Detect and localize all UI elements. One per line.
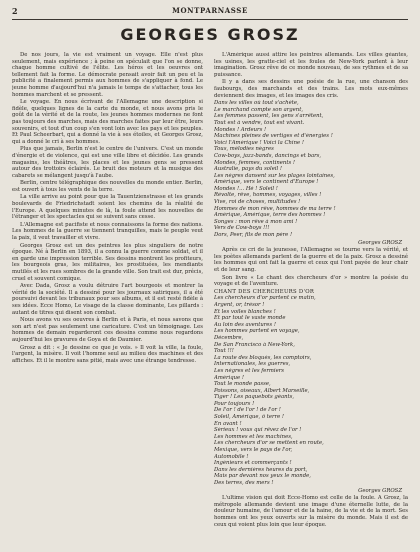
article-title: GEORGES GROSZ [120, 25, 300, 44]
poem-line: Le marchand compte son argent, [214, 106, 304, 113]
poem-line: Vive, roi de choses, multitudes ! [214, 199, 301, 206]
paragraph: Après ce cri de la jeunesse, l'Allemagne se tourne vers la vérité, et les poètes allemands parlent de la guerre et de la paix. Grosz a dessiné les hommes qui ont fait la guerre et ceux qui l'ont payée de leur chair et de leur sang. [214, 247, 408, 273]
poem-line: De San Francisco à New-York, [214, 341, 295, 348]
poem-line: Les nègres et les fermiers [214, 367, 284, 374]
paragraph: L'Amérique aussi attire les peintres allemands. Les villes géantes, les usines, les gratte-ciel et les foules de New-York parlent à leur imagination. Grosz rêve de ce monde nouveau, de ses rythmes et de sa puissance. [214, 52, 408, 78]
poem-line: Les hommes et les machines, [214, 433, 293, 440]
poem-line: Argent, or, trésor ! [214, 301, 265, 308]
paragraph: Avec Dada, Grosz a voulu détruire l'art bourgeois et montrer la vérité de la société. Il a dessiné pour les journaux satiriques, il a été poursuivi devant les tribunaux pour ses albums, et il est resté fidèle à ses idées. Ecce Homo, Le visage de la classe dominante, Les pillards : autant de titres qui disent son combat. [12, 283, 203, 316]
poem-line: Tout le monde passe, [214, 381, 271, 388]
poem-line: Amérique, Amérique, terre des hommes ! [214, 212, 326, 219]
poem-line: Mondes ! Ardeurs ! [214, 126, 267, 133]
poem-line: Hommes de mon rêve, hommes de ma terre ! [214, 205, 336, 212]
poem-line: Tiger ! Les paquebots géants, [214, 394, 295, 401]
author-signature: Georges GROSZ [358, 487, 402, 494]
poem-line: Mexique, vers le pays de l'or, [214, 447, 293, 454]
poem-line: Au loin des aventures ! [214, 321, 276, 328]
paragraph: Nous avons vu ses oeuvres à Berlin et à Paris, et nous savons que son art n'est pas seulement une caricature. C'est un témoignage. Les hommes de demain regarderont ces dessins comme nous regardons aujourd'hui les gravures de Goya et de Daumier. [12, 317, 203, 343]
page-number: 2 [12, 6, 18, 16]
poem-line: Tous, mélodies nègres [214, 146, 274, 153]
poem-line: Mondes !... Hé ! Soleil ! [214, 185, 278, 192]
poem-three [214, 289, 408, 487]
poem-line: Automobile ! [214, 453, 249, 460]
paragraph: La ville arrive au point pour que la Tauentzienstrasse et les grands boulevards de Friedrichstadt soient les chemins de la réalité de l'Europe. A quelques minutes de là, la foule attend les nouvelles de l'étranger et les spectacles qui se suivent sans cesse. [12, 194, 203, 221]
poem-line: Ingénieurs et commerçants ! [214, 460, 292, 467]
poem-line: Voici l'Amérique ! Voici la Chine ! [214, 139, 304, 146]
poem-line: Dans les dernières heures du port, [214, 466, 308, 473]
paragraph: Plus que jamais, Berlin n'est le centre de l'univers. C'est un monde d'énergie et de violence, qui est une ville libre et décidée. Les grands magasins, les théâtres, les places et les jeunes gens se pressent autour des trottoirs éclairés. Le bruit des moteurs et la musique des cabarets se mélangent jusqu'à l'aube. [12, 146, 203, 179]
paragraph: Berlin, centre télégraphique des nouvelles du monde entier. Berlin, est ouvert à tous les vents de la terre. [12, 180, 203, 193]
poem-line: Les femmes passent, les gens s'arrêtent, [214, 113, 324, 120]
poem-line: Tout est à vendre, tout est vivant. [214, 119, 305, 126]
poem-line: Les chercheurs d'or partent ce matin, [214, 295, 316, 302]
poem-one [214, 100, 408, 199]
paragraph: Son livre « Le chant des chercheurs d'or » montre la poésie du voyage et de l'aventure. [214, 274, 408, 288]
left-column [12, 52, 203, 546]
header-rule [12, 19, 408, 20]
poem-line: Mais par devant nos yeux le monde, [214, 473, 311, 480]
poem-line: Poissons, oiseaux, Albert Marseille, [214, 387, 310, 394]
poem-line: Tout !!! [214, 348, 234, 355]
poem-line: Songes : mon rêve à mon ami ! [214, 218, 298, 225]
poem-title: CHANT DES CHERCHEURS D'OR [214, 288, 315, 295]
poem-line: Internationales, les guerres, [214, 361, 291, 368]
poem-line: Et par tout le vaste monde [214, 315, 286, 322]
poem-line: Mondes, femmes, continents ! [214, 159, 296, 166]
poem-line: Révolte, rêve, hommes, voyages, villes ! [214, 192, 322, 199]
paragraph: De nos jours, la vie est vraiment un voyage. Elle n'est plus seulement, mais expérience ; à peine on spéculait que l'on se donne, chaque homme cultivé de l'élite. Les héros et les oeuvres ont tellement fait la forme. Le démocrate pensait avoir fait un peu et la publicité a finalement permis aux hommes de s'appliquer à fond. Le jeune homme d'aujourd'hui n'a jamais le temps de s'attacher, tous les hommes marchent et se pressent. [12, 52, 203, 98]
paragraph: L'Allemagne est pacifiste et nous connaissons la forme des nations. Les hommes de la guerre se tiennent tranquilles, mais le peuple veut la paix, il veut travailler et vivre. [12, 221, 203, 242]
poem-line: Les nègres dansent sur les plages lointaines, [214, 172, 335, 179]
page-header [12, 6, 408, 18]
poem-line: Des terres, des mers ! [214, 480, 274, 486]
paragraph: Il y a dans ses dessins une poésie de la rue, une chanson des faubourgs, des marchands et des trains. Les mots eux-mêmes deviennent des images, et les images des cris. [214, 79, 408, 99]
author-signature: Georges GROSZ [358, 239, 402, 246]
right-column [214, 52, 408, 546]
paragraph: Georges Grosz est un des peintres les plus singuliers de notre époque. Né à Berlin en 1893, il a connu la guerre comme soldat, et il en garde une impression terrible. Ses dessins montrent les profiteurs, les bourgeois gras, les militaires, les prostituées, les mendiants mutilés et les rues sombres de la grande ville. Son trait est dur, précis, cruel et souvent comique. [12, 242, 203, 282]
paragraph: L'ultime vision qui doit Ecce-Homo est celle de la foule. A Grosz, la métropole allemande devient une image d'une éternelle lutte, de la douleur humaine, de l'amour et de la haine, de la vie et de la mort. Ses hommes ont les yeux ouverts sur la misère du monde. Mais il est de ceux qui voient plus loin que leur époque. [214, 495, 408, 528]
poem-line: Amérique, vers le continent d'Europe ! [214, 179, 319, 186]
poem-line: En avant ! [214, 420, 242, 427]
running-title: MONTPARNASSE [172, 6, 248, 15]
poem-line: Cow-boys, jazz-bands, dancings et bars, [214, 152, 322, 159]
poem-line: Vers de Cow-boys !!! [214, 225, 270, 232]
poem-two [214, 199, 408, 239]
poem-line: Pour toujours ! [214, 400, 255, 407]
poem-line: De l'or ! de l'or ! de l'or ! [214, 407, 281, 414]
poem-line: Machines pleines de vertiges et d'énergies ! [214, 133, 333, 140]
poem-line: Dans les villes où tout s'achète, [214, 100, 299, 107]
poem-line: La route des bloqués, les comptoirs, [214, 354, 312, 361]
poem-line: Sérieux ! vous qui rêvez de l'or ! [214, 427, 302, 434]
poem-line: Soleil, Amérique, ô terre ! [214, 414, 285, 421]
paragraph: Grosz a dit : « Je dessine ce que je vois. » Il voit la ville, la foule, l'argent, la misère. Il voit l'homme seul au milieu des machines et des affiches. Et il le montre sans pitié, mais avec une étrange tendresse. [12, 344, 203, 364]
poem-line: Amérique ! [214, 374, 244, 381]
poem-line: Les chercheurs d'or se mettent en route, [214, 440, 324, 447]
poem-line: Décembre, [214, 334, 244, 341]
paragraph: Le voyage. En nous écrivant de l'Allemagne une description si fidèle, quelques lignes de la carte du monde, et nous avons pris le goût de la vérité et de la route, les jeunes hommes modernes ne font pas toujours des marches, mais des marches faites par leur être, leurs souvenirs, et tout d'un coup s'en vont loin avec les pays et les peuples. Et Paul Scheerbart, qui a donné la vie à ses étoiles, et Georges Grosz, qui a donné le cri à ses hommes. [12, 99, 203, 145]
poem-line: Australie, pays du soleil ! [214, 166, 283, 173]
poem-line: Dors, Peer, fils de mon père ! [214, 232, 293, 239]
poem-line: Les hommes partent en voyage, [214, 328, 300, 335]
poem-line: Et les voiles blanches ! [214, 308, 276, 315]
